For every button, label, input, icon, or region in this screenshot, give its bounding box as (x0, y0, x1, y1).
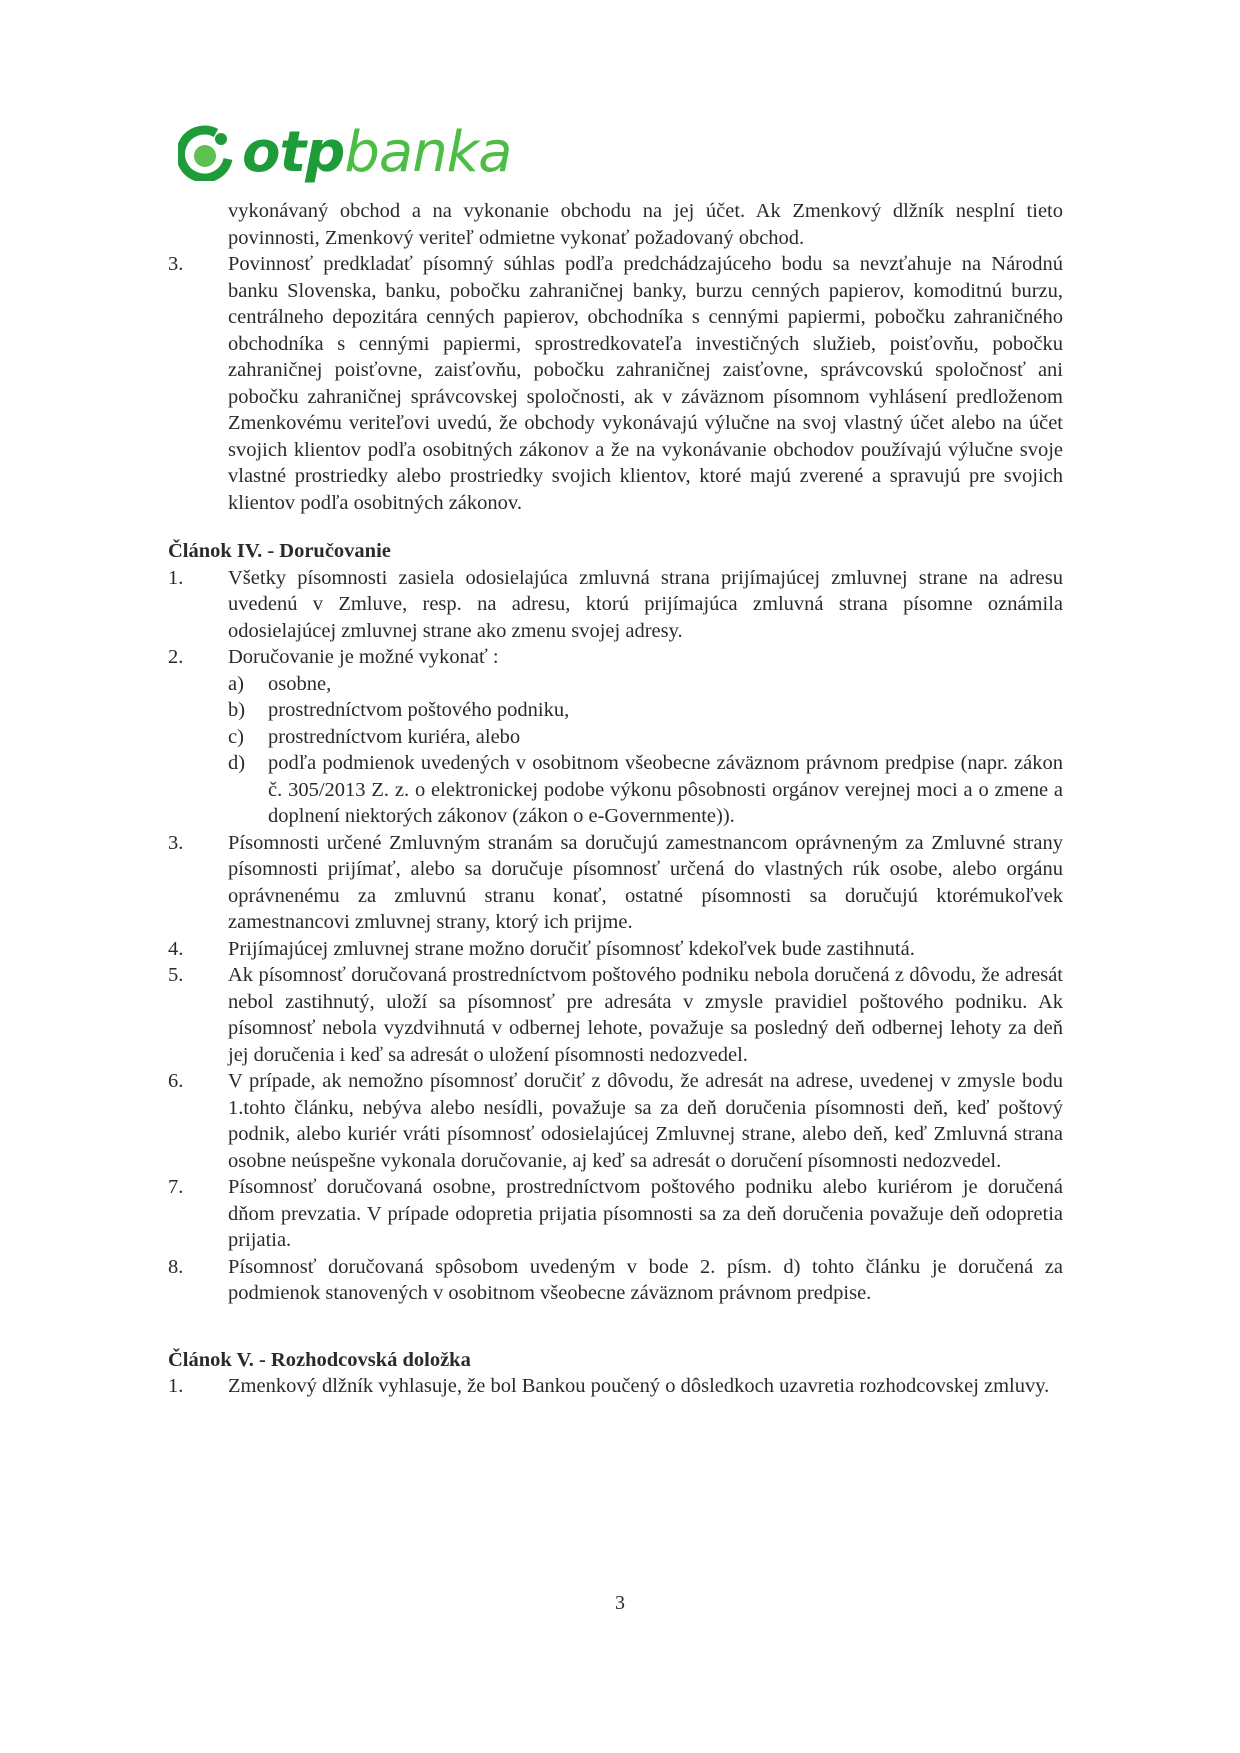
item-number: 8. (168, 1255, 184, 1278)
list-item (168, 1254, 1063, 1307)
sub-item-letter: a) (228, 672, 244, 695)
item-text: Písomnosť doručovaná spôsobom uvedeným v bode 2. písm. d) tohto článku je doručená za podmienok stanovených v osobitnom všeobecne záväznom právnom predpise. (228, 1255, 1063, 1304)
sub-item (168, 724, 1063, 751)
sub-item-text: osobne, (268, 672, 332, 695)
otp-banka-logo (178, 122, 511, 184)
sub-item-text: prostredníctvom poštového podniku, (268, 699, 570, 721)
item-text: Prijímajúcej zmluvnej strane možno doručiť písomnosť kdekoľvek bude zastihnutá. (228, 937, 915, 960)
item-number: 7. (168, 1176, 184, 1198)
item-number: 1. (168, 1375, 184, 1397)
item-text: Všetky písomnosti zasiela odosielajúca zmluvná strana prijímajúcej zmluvnej strane na adresu uvedenú v Zmluve, resp. na adresu, ktorú prijímajúca zmluvná strana písomne oznámila odosielajúcej zmluvnej strane ako zmenu svojej adresy. (228, 566, 1063, 642)
item-number: 3. (168, 253, 184, 275)
sub-item (168, 697, 1063, 724)
item-number: 2. (168, 646, 184, 668)
sub-item-text: podľa podmienok uvedených v osobitnom všeobecne záväznom právnom predpise (napr. zákon č. 305/2013 Z. z. o elektronickej podobe výkonu pôsobnosti orgánov verejnej moci a o zmene a doplnení niektorých zákonov (zákon o e-Governmente)). (268, 752, 1063, 827)
list-item (168, 644, 1063, 671)
logo-otp: otp (242, 120, 345, 185)
list-item (168, 830, 1063, 936)
item-text: Ak písomnosť doručovaná prostredníctvom poštového podniku nebola doručená z dôvodu, že adresát nebol zastihnutý, uloží sa písomnosť pre adresáta v zmysle pravidiel poštového podniku. Ak písomnosť nebola vyzdvihnutá v odbernej lehote, považuje sa posledný deň odbernej lehoty za deň jej doručenia i keď sa adresát o uložení písomnosti nedozvedel. (228, 964, 1063, 1066)
sub-item-text: prostredníctvom kuriéra, alebo (268, 725, 521, 748)
item-text: V prípade, ak nemožno písomnosť doručiť z dôvodu, že adresát na adrese, uvedenej v zmysle bodu 1.tohto článku, nebýva alebo nesídli, považuje sa za deň doručenia písomnosti deň, keď poštový podnik, alebo kuriér vráti písomnosť odosielajúcej Zmluvnej strane, alebo deň, keď Zmluvná strana osobne neúspešne vykonala doručovanie, aj keď sa adresát o doručení písomnosti nedozvedel. (228, 1070, 1063, 1172)
item-number: 4. (168, 937, 184, 960)
item-text: Zmenkový dlžník vyhlasuje, že bol Bankou poučený o dôsledkoch uzavretia rozhodcovskej zmluvy. (228, 1375, 1050, 1397)
otp-logo-mark-icon (178, 125, 234, 181)
sub-item-letter: b) (228, 699, 246, 721)
logo-wordmark (242, 120, 512, 185)
article-5-heading: Článok V. - Rozhodcovská doložka (168, 1348, 471, 1371)
continuation-text: vykonávaný obchod a na vykonanie obchodu na jej účet. Ak Zmenkový dlžník nesplní tieto povinnosti, Zmenkový veriteľ odmietne vykonať požadovaný obchod. (228, 200, 1063, 249)
item-number: 5. (168, 964, 184, 986)
item-number: 1. (168, 566, 184, 589)
logo-banka: banka (344, 120, 512, 185)
page-number: 3 (615, 1592, 625, 1614)
list-item (168, 962, 1063, 1068)
list-item (168, 565, 1063, 645)
list-item (168, 1068, 1063, 1174)
item-text: Povinnosť predkladať písomný súhlas podľa predchádzajúceho bodu sa nevzťahuje na Národnú banku Slovenska, banku, pobočku zahraničnej banky, burzu cenných papierov, komoditnú burzu, centrálneho depozitára cenných papierov, obchodníka s cennými papiermi, pobočku zahraničného obchodníka s cennými papiermi, sprostredkovateľa investičných služieb, poisťovňu, pobočku zahraničnej poisťovne, zaisťovňu, pobočku zahraničnej zaisťovne, správcovskú spoločnosť ani pobočku zahraničnej správcovskej spoločnosti, ak v záväznom písomnom vyhlásení predloženom Zmenkovému veriteľovi uvedú, že obchody vykonávajú výlučne na svoj vlastný účet alebo na účet svojich klientov podľa osobitných zákonov a že na vykonávanie obchodov používajú výlučne svoje vlastné prostriedky alebo prostriedky svojich klientov, ktoré majú zverené a spravujú pre svojich klientov podľa osobitných zákonov. (228, 253, 1063, 514)
item-number: 3. (168, 831, 184, 854)
list-item (168, 1373, 1063, 1400)
sub-item-letter: d) (228, 752, 246, 774)
article-4-heading: Článok IV. - Doručovanie (168, 540, 391, 562)
sub-item-letter: c) (228, 725, 244, 748)
item-text: Písomnosť doručovaná osobne, prostredníctvom poštového podniku alebo kuriérom je doručená dňom prevzatia. V prípade odopretia prijatia písomnosti sa za deň doručenia považuje deň odopretia prijatia. (228, 1176, 1063, 1251)
sub-item (168, 750, 1063, 830)
document-body (168, 198, 1063, 1400)
item-number: 6. (168, 1070, 184, 1092)
item-text: Písomnosti určené Zmluvným stranám sa doručujú zamestnancom oprávneným za Zmluvné strany písomnosti prijímať, alebo sa doručuje písomnosť určená do vlastných rúk osobe, alebo orgánu oprávnenému za zmluvnú stranu konať, ostatné písomnosti sa doručujú ktorémukoľvek zamestnancovi zmluvnej strany, ktorý ich prijme. (228, 831, 1063, 933)
item-text: Doručovanie je možné vykonať : (228, 646, 499, 668)
list-item (168, 936, 1063, 963)
list-item (168, 1174, 1063, 1254)
sub-item (168, 671, 1063, 698)
list-item (168, 251, 1063, 516)
